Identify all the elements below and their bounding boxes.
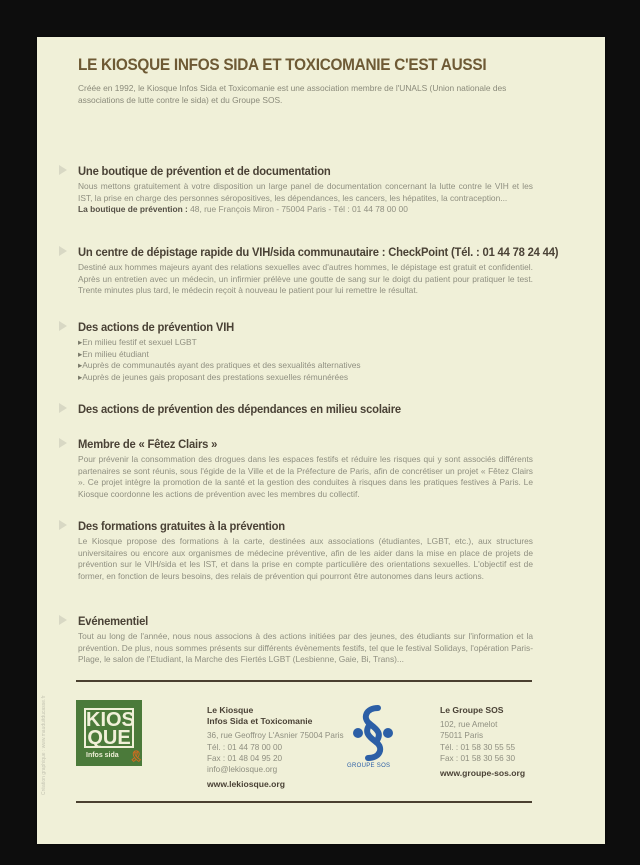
prevention-list xyxy=(78,337,533,383)
kiosque-email[interactable]: info@lekiosque.org xyxy=(207,765,278,775)
kiosque-contact xyxy=(207,705,344,790)
section-evenementiel xyxy=(78,614,533,666)
divider-bottom xyxy=(76,801,532,803)
list-item: ▸ Auprès de jeunes gais proposant des prestations sexuelles rémunérées xyxy=(78,372,533,384)
sos-address-1: 102, rue Amelot xyxy=(440,720,498,730)
sos-address-2: 75011 Paris xyxy=(440,731,484,741)
kiosque-tel: Tél. : 01 44 78 00 00 xyxy=(207,742,283,752)
section-body: Tout au long de l'année, nous nous associons à des actions initiées par des jeunes, des étudiants sur l'information et la prévention. De plus, nous sommes présents sur différents évènements festifs, tel que le festival Solidays, l'opération Paris-Plage, le salon de l'Etudiant, la Marche des Fiertés LGBT (Lesbienne, Gaie, Bi, Trans)... xyxy=(78,631,533,665)
kiosque-address: 36, rue Geoffroy L'Asnier 75004 Paris xyxy=(207,731,344,741)
section-formations xyxy=(78,519,533,582)
sos-contact xyxy=(440,705,525,779)
section-heading: Membre de « Fêtez Clairs » xyxy=(78,437,218,451)
sos-website-link[interactable]: www.groupe-sos.org xyxy=(440,768,526,779)
intro-text: Créée en 1992, le Kiosque Infos Sida et Toxicomanie est une association membre de l'UNALS (Union nationale des associations de lutte contre le sida) et du Groupe SOS. xyxy=(78,83,507,105)
sos-tel: Tél. : 01 58 30 55 55 xyxy=(440,742,516,752)
boutique-label: La boutique de prévention : xyxy=(78,204,188,215)
list-item: ▸ En milieu festif et sexuel LGBT xyxy=(78,337,533,349)
list-item: ▸ Auprès de communautés ayant des pratiques et des sexualités alternatives xyxy=(78,360,533,372)
logo-letters: KIOS QUE xyxy=(86,709,135,749)
groupe-sos-logo xyxy=(348,704,398,774)
page-title: LE KIOSQUE INFOS SIDA ET TOXICOMANIE C'EST AUSSI xyxy=(78,56,487,74)
section-dependances xyxy=(78,402,533,419)
arrow-icon xyxy=(59,165,67,175)
kiosque-name: Le Kiosque xyxy=(207,705,254,715)
kiosque-name-2: Infos Sida et Toxicomanie xyxy=(207,716,313,727)
section-heading: Des actions de prévention des dépendances en milieu scolaire xyxy=(78,402,401,416)
section-boutique xyxy=(78,164,533,216)
kiosque-logo xyxy=(76,700,142,766)
section-body: Nous mettons gratuitement à votre disposition un large panel de documentation concernant la lutte contre le VIH et les IST, la prise en charge des personnes séropositives, les dépendances, les cancers, les hépatites, la contraception... La boutique de prévention : 48, rue François Miron - 75004 Paris - Tél : 01 44 78 00 00 xyxy=(78,181,533,215)
arrow-icon xyxy=(59,246,67,256)
red-ribbon-icon: 🎗 xyxy=(129,751,143,763)
groupe-sos-label: GROUPE SOS xyxy=(347,763,391,769)
groupe-sos-icon xyxy=(348,704,398,762)
section-body: Destiné aux hommes majeurs ayant des relations sexuelles avec d'autres hommes, le dépistage est gratuit et confidentiel. Après un entretien avec un médecin, un infirmier prélève une goutte de sang sur le doigt du patient pour pratiquer le test. Trente minutes plus tard, le médecin reçoit à nouveau le patient pour lui remettre le résultat. xyxy=(78,262,533,296)
section-heading: Des formations gratuites à la prévention xyxy=(78,519,285,533)
sos-name: Le Groupe SOS xyxy=(440,705,504,715)
section-fetez-clairs xyxy=(78,437,533,500)
arrow-icon xyxy=(59,321,67,331)
arrow-icon xyxy=(59,520,67,530)
section-prevention-vih xyxy=(78,320,533,383)
arrow-icon xyxy=(59,438,67,448)
section-heading: Une boutique de prévention et de documentation xyxy=(78,164,331,178)
section-heading: Evénementiel xyxy=(78,614,149,628)
divider-top xyxy=(76,680,532,682)
kiosque-website-link[interactable]: www.lekiosque.org xyxy=(207,779,285,790)
sos-fax: Fax : 01 58 30 56 30 xyxy=(440,753,516,763)
section-checkpoint xyxy=(78,245,559,297)
section-heading: Un centre de dépistage rapide du VIH/sida communautaire : CheckPoint (Tél. : 01 44 78 24 44) xyxy=(78,245,559,259)
arrow-icon xyxy=(59,615,67,625)
section-heading: Des actions de prévention VIH xyxy=(78,320,235,334)
logo-subtitle: Infos sida xyxy=(86,752,119,759)
design-credit: Création graphique : www.mauduitducasse.fr xyxy=(41,695,47,795)
section-body: Le Kiosque propose des formations à la carte, destinées aux associations (étudiantes, LGBT, etc.), aux structures universitaires ou encore aux organismes de médecine préventive, afin de les aider dans la mise en place de projets de prévention sur le VIH/sida et les IST, et dans la prise en compte particulière des orientations sexuelles. L'objectif est de former, en fonction de leurs besoins, des relais de prévention qui pourront être autonomes dans leurs actions. xyxy=(78,536,533,581)
boutique-address: 48, rue François Miron - 75004 Paris - Tél : 01 44 78 00 00 xyxy=(187,204,408,215)
arrow-icon xyxy=(59,403,67,413)
section-body: Pour prévenir la consommation des drogues dans les espaces festifs et réduire les risques qui y sont associés différents partenaires se sont réunis, sous l'égide de la Ville et de la Préfecture de Paris, afin de concrétiser un projet « Fêtez Clairs ». Ce projet intègre la promotion de la santé et la gestion des conduites à risques dans les pratiques festives à Paris. Le Kiosque coordonne les actions de prévention avec les membres du collectif. xyxy=(78,454,533,499)
list-item: ▸ En milieu étudiant xyxy=(78,349,533,361)
kiosque-fax: Fax : 01 48 04 95 20 xyxy=(207,753,283,763)
